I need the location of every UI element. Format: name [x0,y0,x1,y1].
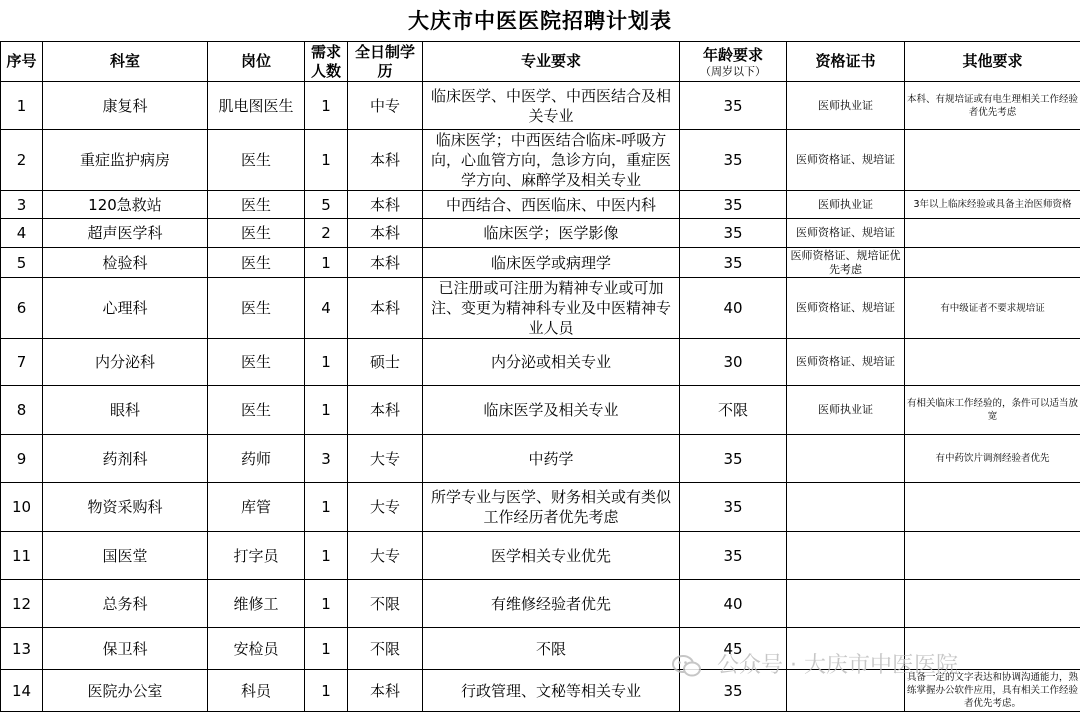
age-cell: 35 [680,82,787,130]
header-age-sub: （周岁以下） [682,65,784,78]
cert-cell: 医师执业证 [787,386,905,435]
count-cell: 1 [305,339,348,386]
table-row [1,386,1080,435]
edu-cell: 本科 [348,219,423,248]
seq-cell: 2 [1,130,43,191]
dept-cell: 眼科 [43,386,208,435]
major-cell: 行政管理、文秘等相关专业 [423,670,680,712]
count-cell: 1 [305,386,348,435]
edu-cell: 不限 [348,628,423,670]
edu-cell: 本科 [348,670,423,712]
cert-cell [787,483,905,532]
header-edu [348,42,423,82]
post-cell: 医生 [208,191,305,219]
count-cell: 1 [305,82,348,130]
seq-cell: 5 [1,248,43,278]
count-cell: 1 [305,130,348,191]
other-cell [905,339,1080,386]
major-cell: 所学专业与医学、财务相关或有类似工作经历者优先考虑 [423,483,680,532]
edu-cell: 本科 [348,386,423,435]
dept-cell: 总务科 [43,580,208,628]
edu-cell: 本科 [348,248,423,278]
age-cell: 35 [680,435,787,483]
edu-cell: 本科 [348,278,423,339]
cert-cell [787,532,905,580]
count-cell: 4 [305,278,348,339]
cert-cell: 医师资格证、规培证优先考虑 [787,248,905,278]
major-cell: 临床医学或病理学 [423,248,680,278]
table-row [1,339,1080,386]
dept-cell: 超声医学科 [43,219,208,248]
watermark-text: 公众号 · 大庆市中医医院 [717,653,958,678]
count-cell: 3 [305,435,348,483]
edu-cell: 大专 [348,532,423,580]
table-row [1,278,1080,339]
table-row [1,483,1080,532]
age-cell: 45 [680,628,787,670]
seq-cell: 11 [1,532,43,580]
seq-cell: 13 [1,628,43,670]
header-age-label: 年龄要求 [703,46,763,64]
count-cell: 1 [305,483,348,532]
age-cell: 40 [680,580,787,628]
dept-cell: 检验科 [43,248,208,278]
edu-cell: 本科 [348,191,423,219]
dept-cell: 医院办公室 [43,670,208,712]
seq-cell: 9 [1,435,43,483]
post-cell: 药师 [208,435,305,483]
seq-cell: 10 [1,483,43,532]
dept-cell: 药剂科 [43,435,208,483]
header-post: 岗位 [208,42,305,82]
major-cell: 临床医学及相关专业 [423,386,680,435]
other-cell [905,219,1080,248]
major-cell: 有维修经验者优先 [423,580,680,628]
age-cell: 40 [680,278,787,339]
seq-cell: 4 [1,219,43,248]
post-cell: 医生 [208,219,305,248]
post-cell: 肌电图医生 [208,82,305,130]
header-dept: 科室 [43,42,208,82]
age-cell: 35 [680,219,787,248]
major-cell: 医学相关专业优先 [423,532,680,580]
other-cell: 3年以上临床经验或具备主治医师资格 [905,191,1080,219]
post-cell: 安检员 [208,628,305,670]
header-count-line1: 需求 [311,43,341,61]
major-cell: 临床医学、中医学、中西医结合及相关专业 [423,82,680,130]
edu-cell: 不限 [348,580,423,628]
table-row [1,580,1080,628]
post-cell: 医生 [208,278,305,339]
cert-cell: 医师执业证 [787,82,905,130]
post-cell: 医生 [208,339,305,386]
major-cell: 不限 [423,628,680,670]
other-cell [905,248,1080,278]
seq-cell: 14 [1,670,43,712]
major-cell: 已注册或可注册为精神专业或可加注、变更为精神科专业及中医精神专业人员 [423,278,680,339]
cert-cell [787,580,905,628]
other-cell: 有中级证者不要求规培证 [905,278,1080,339]
header-row [1,42,1080,82]
count-cell: 5 [305,191,348,219]
seq-cell: 12 [1,580,43,628]
count-cell: 2 [305,219,348,248]
edu-cell: 大专 [348,435,423,483]
header-age [680,42,787,82]
table-row [1,219,1080,248]
count-cell: 1 [305,670,348,712]
count-cell: 1 [305,580,348,628]
table-row [1,130,1080,191]
age-cell: 35 [680,191,787,219]
post-cell: 医生 [208,248,305,278]
post-cell: 医生 [208,386,305,435]
major-cell: 中药学 [423,435,680,483]
cert-cell [787,435,905,483]
post-cell: 库管 [208,483,305,532]
seq-cell: 6 [1,278,43,339]
dept-cell: 物资采购科 [43,483,208,532]
age-cell: 35 [680,248,787,278]
post-cell: 医生 [208,130,305,191]
post-cell: 打字员 [208,532,305,580]
post-cell: 维修工 [208,580,305,628]
header-seq: 序号 [1,42,43,82]
count-cell: 1 [305,532,348,580]
other-cell [905,130,1080,191]
cert-cell: 医师资格证、规培证 [787,219,905,248]
dept-cell: 120急救站 [43,191,208,219]
dept-cell: 国医堂 [43,532,208,580]
edu-cell: 硕士 [348,339,423,386]
table-row [1,82,1080,130]
cert-cell [787,628,905,670]
seq-cell: 1 [1,82,43,130]
edu-cell: 中专 [348,82,423,130]
major-cell: 临床医学；医学影像 [423,219,680,248]
header-edu-line1: 全日制学 [355,43,415,61]
seq-cell: 8 [1,386,43,435]
edu-cell: 大专 [348,483,423,532]
header-cert: 资格证书 [787,42,905,82]
recruitment-table [0,41,1080,712]
header-major: 专业要求 [423,42,680,82]
other-cell [905,483,1080,532]
major-cell: 内分泌或相关专业 [423,339,680,386]
header-count [305,42,348,82]
dept-cell: 内分泌科 [43,339,208,386]
table-row [1,248,1080,278]
seq-cell: 3 [1,191,43,219]
header-other: 其他要求 [905,42,1080,82]
cert-cell [787,670,905,712]
age-cell: 30 [680,339,787,386]
age-cell: 35 [680,532,787,580]
dept-cell: 康复科 [43,82,208,130]
other-cell [905,628,1080,670]
seq-cell: 7 [1,339,43,386]
age-cell: 不限 [680,386,787,435]
age-cell: 35 [680,670,787,712]
dept-cell: 心理科 [43,278,208,339]
edu-cell: 本科 [348,130,423,191]
table-row [1,191,1080,219]
count-cell: 1 [305,628,348,670]
page-title: 大庆市中医医院招聘计划表 [0,0,1080,42]
cert-cell: 医师资格证、规培证 [787,130,905,191]
other-cell: 有相关临床工作经验的，条件可以适当放宽 [905,386,1080,435]
dept-cell: 保卫科 [43,628,208,670]
cert-cell: 医师执业证 [787,191,905,219]
cert-cell: 医师资格证、规培证 [787,339,905,386]
table-row [1,628,1080,670]
cert-cell: 医师资格证、规培证 [787,278,905,339]
other-cell: 有中药饮片调剂经验者优先 [905,435,1080,483]
other-cell: 具备一定的文字表达和协调沟通能力，熟练掌握办公软件应用，具有相关工作经验者优先考虑。 [905,670,1080,712]
other-cell [905,532,1080,580]
major-cell: 临床医学；中西医结合临床-呼吸方向，心血管方向，急诊方向，重症医学方向、麻醉学及相关专业 [423,130,680,191]
header-count-line2: 人数 [311,62,341,80]
header-edu-line2: 历 [377,62,392,80]
other-cell [905,580,1080,628]
age-cell: 35 [680,483,787,532]
other-cell: 本科、有规培证或有电生理相关工作经验者优先考虑 [905,82,1080,130]
post-cell: 科员 [208,670,305,712]
major-cell: 中西结合、西医临床、中医内科 [423,191,680,219]
age-cell: 35 [680,130,787,191]
count-cell: 1 [305,248,348,278]
table-row [1,435,1080,483]
table-row [1,532,1080,580]
table-row [1,670,1080,712]
dept-cell: 重症监护病房 [43,130,208,191]
